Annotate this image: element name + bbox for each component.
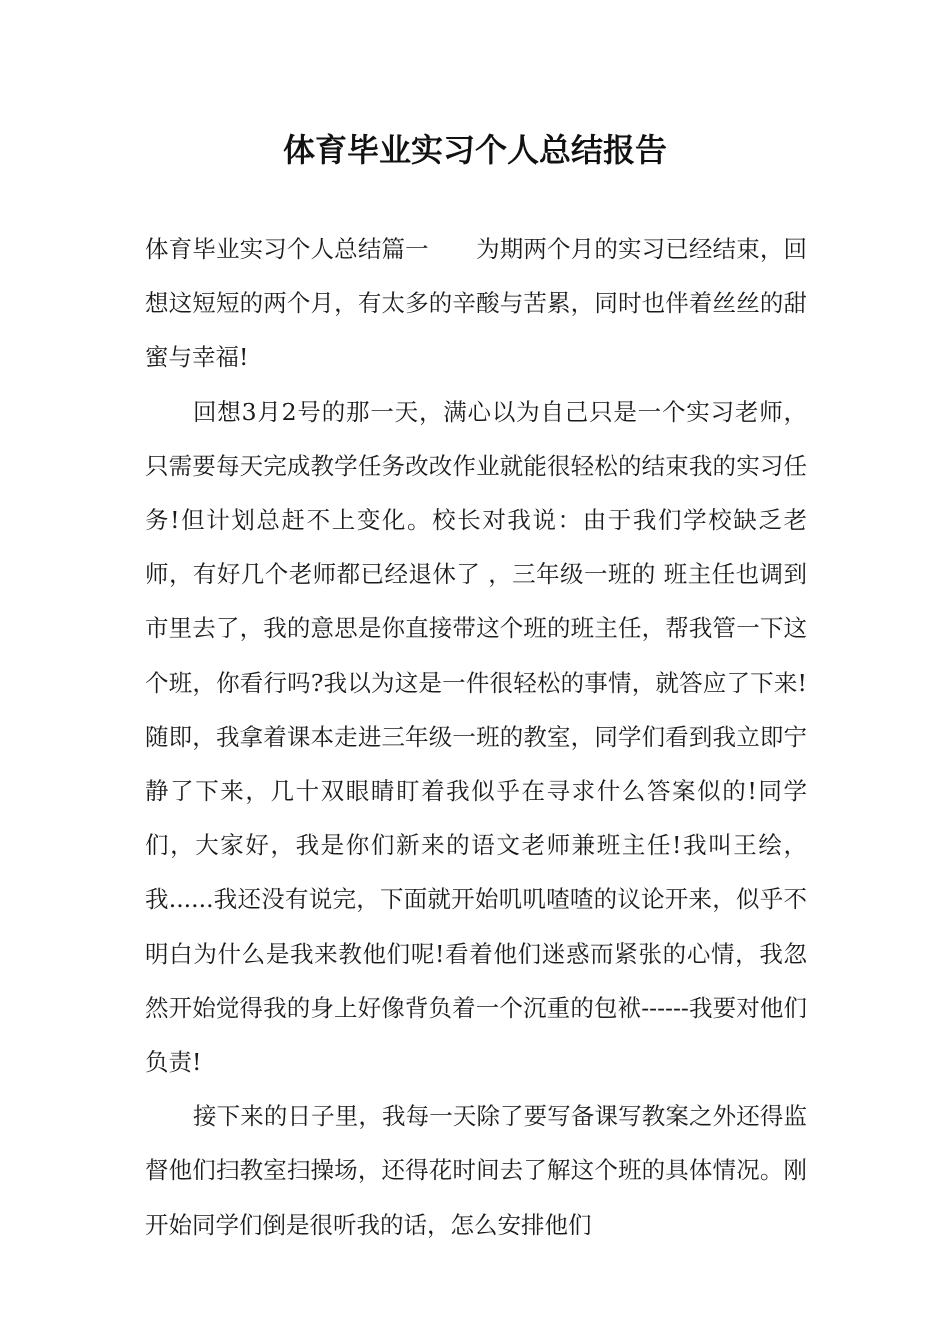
document-title: 体育毕业实习个人总结报告 — [282, 131, 667, 169]
paragraph-2: 回想3月2号的那一天，满心以为自己只是一个实习老师，只需要每天完成教学任务改改作业就能很轻松的结束我的实习任务!但计划总赶不上变化。校长对我说：由于我们学校缺乏老师，有好几个老师都已经退休了 ，三年级一班的 班主任也调到市里去了，我的意思是你直接带这个班的班主任，帮我管一下这个班，你看行吗?我以为这是一件很轻松的事情，就答应了下来!随即，我拿着课本走进三年级一班的教室，同学们看到我立即宁静了下来，几十双眼睛盯着我似乎在寻求什么答案似的!同学们，大家好，我是你们新来的语文老师兼班主任!我叫王绘，我......我还没有说完，下面就开始叽叽喳喳的议论开来，似乎不明白为什么是我来教他们呢!看着他们迷惑而紧张的心情，我忽然开始觉得我的身上好像背负着一个沉重的包袱------我要对他们负责! — [145, 397, 807, 1077]
paragraph-3: 接下来的日子里，我每一天除了要写备课写教案之外还得监督他们扫教室扫操场，还得花时间去了解这个班的具体情况。刚开始同学们倒是很听我的话，怎么安排他们 — [145, 1102, 807, 1239]
document-body — [145, 222, 807, 1252]
paragraph-1: 体育毕业实习个人总结篇一 为期两个月的实习已经结束，回想这短短的两个月，有太多的辛酸与苦累，同时也伴着丝丝的甜蜜与幸福! — [145, 235, 807, 372]
